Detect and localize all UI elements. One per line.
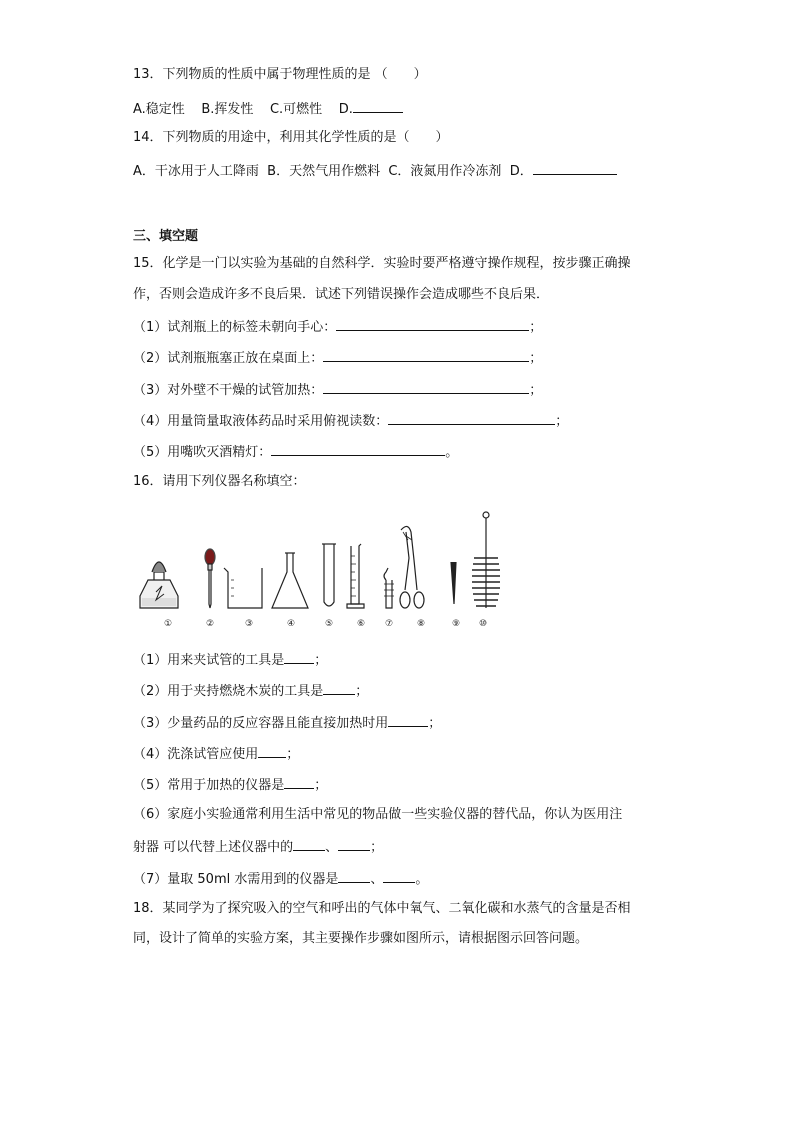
q15-item-2-blank[interactable] — [323, 348, 529, 362]
q15-item-1 — [133, 317, 542, 337]
alcohol-lamp — [140, 562, 178, 608]
tweezers — [451, 562, 456, 604]
crucible-tongs — [400, 526, 424, 608]
q15-item-5 — [133, 442, 458, 462]
q15-item-2-text: （2）试剂瓶瓶塞正放在桌面上： — [133, 351, 324, 366]
label-3: ③ — [244, 619, 254, 629]
q16-item-7-sep: 、 — [370, 872, 384, 887]
q16-item-1 — [133, 650, 327, 670]
q13-option-a: A.稳定性 — [133, 102, 185, 117]
q14-option-c: C．液氮用作冷冻剂 — [388, 164, 502, 179]
q16-item-1-end: ； — [314, 653, 328, 668]
q16-item-7-blank-2[interactable] — [383, 869, 415, 883]
q16-stem: 16．请用下列仪器名称填空： — [133, 474, 306, 489]
q14-options — [133, 161, 617, 181]
label-10: ⑩ — [478, 619, 488, 629]
q16-item-5-text: （5）常用于加热的仪器是 — [133, 778, 285, 793]
q16-item-3-end: ； — [428, 716, 442, 731]
label-2: ② — [205, 619, 215, 629]
q16-item-1-blank[interactable] — [284, 650, 314, 664]
q14-blank[interactable] — [533, 161, 617, 175]
q16-item-5-blank[interactable] — [284, 775, 314, 789]
q13-stem: 13．下列物质的性质中属于物理性质的是 （ ） — [133, 67, 427, 82]
q13-option-c: C.可燃性 — [269, 102, 323, 117]
q15-item-5-end: 。 — [445, 445, 459, 460]
q16-item-6-end: ； — [370, 840, 384, 855]
q16-item-4-text: （4）洗涤试管应使用 — [133, 747, 259, 762]
q15-stem-line1: 15．化学是一门以实验为基础的自然科学．实验时要严格遵守操作规程，按步骤正确操 — [133, 256, 631, 271]
q15-item-2 — [133, 348, 542, 368]
q16-item-2-text: （2）用于夹持燃烧木炭的工具是 — [133, 684, 324, 699]
q16-item-4-blank[interactable] — [258, 744, 286, 758]
q15-item-4-text: （4）用量筒量取液体药品时采用俯视读数： — [133, 414, 389, 429]
q14-option-a: A．干冰用于人工降雨 — [133, 164, 259, 179]
q14-stem: 14．下列物质的用途中，利用其化学性质的是（ ） — [133, 130, 449, 145]
q16-item-6-text: 射器 可以代替上述仪器中的 — [133, 840, 294, 855]
q13-options — [133, 99, 403, 119]
label-1: ① — [163, 619, 173, 629]
q15-item-1-text: （1）试剂瓶上的标签未朝向手心： — [133, 320, 337, 335]
q16-item-6-blank-2[interactable] — [338, 837, 370, 851]
q16-item-2 — [133, 681, 368, 701]
q15-item-3-blank[interactable] — [323, 380, 529, 394]
q13-blank[interactable] — [353, 99, 403, 113]
q15-item-2-end: ； — [529, 351, 543, 366]
section-heading: 三、填空题 — [133, 229, 199, 244]
beaker — [224, 568, 262, 608]
q16-item-7 — [133, 869, 428, 889]
q15-item-5-text: （5）用嘴吹灭酒精灯： — [133, 445, 272, 460]
q15-item-3-end: ； — [529, 383, 543, 398]
q16-item-2-end: ； — [355, 684, 369, 699]
q16-item-6-blank-1[interactable] — [293, 837, 325, 851]
q16-item-4 — [133, 744, 299, 764]
q15-stem-line2: 作，否则会造成许多不良后果．试述下列错误操作会造成哪些不良后果． — [133, 287, 550, 302]
q14-option-b: B．天然气用作燃料 — [267, 164, 381, 179]
apparatus-figure — [130, 500, 510, 635]
q16-item-7-blank-1[interactable] — [338, 869, 370, 883]
test-tube-brush — [472, 512, 500, 608]
label-4: ④ — [286, 619, 296, 629]
q16-item-7-end: 。 — [415, 872, 429, 887]
q18-line1: 18．某同学为了探究吸入的空气和呼出的气体中氧气、二氧化碳和水蒸气的含量是否相 — [133, 901, 631, 916]
q16-item-7-text: （7）量取 50ml 水需用到的仪器是 — [133, 872, 339, 887]
q16-item-5 — [133, 775, 327, 795]
q15-item-3 — [133, 380, 542, 400]
q15-item-4 — [133, 411, 568, 431]
q16-item-6-line1: （6）家庭小实验通常利用生活中常见的物品做一些实验仪器的替代品，你认为医用注 — [133, 807, 623, 822]
q16-item-1-text: （1）用来夹试管的工具是 — [133, 653, 285, 668]
q16-item-4-end: ； — [286, 747, 300, 762]
q16-item-2-blank[interactable] — [323, 681, 355, 695]
q16-item-6-line2 — [133, 837, 383, 857]
graduated-cylinder — [347, 544, 364, 608]
conical-flask — [272, 553, 308, 608]
q15-item-4-blank[interactable] — [388, 411, 555, 425]
label-5: ⑤ — [324, 619, 334, 629]
label-9: ⑨ — [451, 619, 461, 629]
dropper — [205, 549, 215, 608]
q15-item-4-end: ； — [555, 414, 569, 429]
test-tube-holder — [384, 568, 394, 608]
q18-line2: 同，设计了简单的实验方案，其主要操作步骤如图所示，请根据图示回答问题。 — [133, 931, 589, 946]
label-7: ⑦ — [384, 619, 394, 629]
label-6: ⑥ — [356, 619, 366, 629]
label-8: ⑧ — [416, 619, 426, 629]
q16-item-3-text: （3）少量药品的反应容器且能直接加热时用 — [133, 716, 389, 731]
q16-item-3-blank[interactable] — [388, 713, 428, 727]
q16-item-6-sep: 、 — [325, 840, 339, 855]
test-tube — [322, 544, 336, 606]
q15-item-3-text: （3）对外壁不干燥的试管加热： — [133, 383, 324, 398]
q16-item-3 — [133, 713, 441, 733]
q15-item-1-blank[interactable] — [336, 317, 529, 331]
q14-option-d: D． — [509, 164, 533, 179]
q13-option-d: D. — [338, 102, 353, 117]
q15-item-1-end: ； — [529, 320, 543, 335]
q13-option-b: B.挥发性 — [201, 102, 254, 117]
q16-item-5-end: ； — [314, 778, 328, 793]
q15-item-5-blank[interactable] — [271, 442, 445, 456]
